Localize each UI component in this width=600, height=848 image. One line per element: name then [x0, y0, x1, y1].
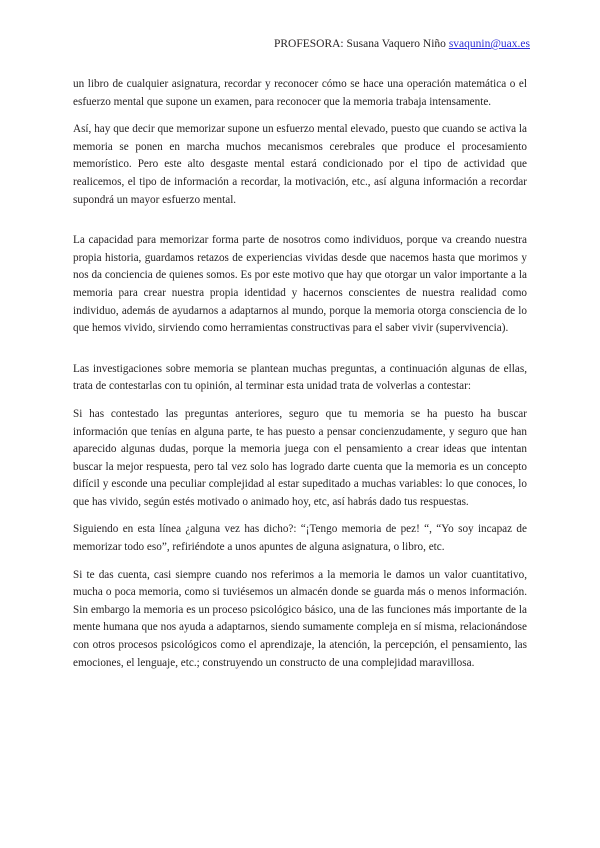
- header-email-link[interactable]: svaqunin@uax.es: [448, 38, 530, 50]
- paragraph: un libro de cualquier asignatura, recordar y reconocer cómo se hace una operación matemática o el esfuerzo mental que supone un examen, para reconocer que la memoria trabaja intensamente.: [73, 78, 527, 108]
- paragraph: Si te das cuenta, casi siempre cuando nos referimos a la memoria le damos un valor cuantitativo, mucha o poca memoria, como si tuviésemos un almacén donde se guarda más o menos información. Sin embargo la memoria es un proceso psicológico básico, una de las funciones más importante de la mente humana que nos ayuda a adaptarnos, siendo sumamente compleja en sí misma, relacionándose con otros procesos psicológicos como el aprendizaje, la atención, la percepción, el pensamiento, las emociones, el lenguaje, etc.; construyendo un constructo de una complejidad maravillosa.: [73, 568, 527, 669]
- header-professor-label: PROFESORA: Susana Vaquero Niño: [273, 38, 446, 50]
- paragraph: Las investigaciones sobre memoria se plantean muchas preguntas, a continuación algunas de ellas, trata de contestarlas con tu opinión, al terminar esta unidad trata de volverlas a contestar:: [73, 362, 527, 393]
- paragraph: Siguiendo en esta línea ¿alguna vez has dicho?: “¡Tengo memoria de pez! “, “Yo soy incapaz de memorizar todo eso”, refiriéndote a unos apuntes de alguna asignatura, o libro, etc.: [73, 523, 527, 554]
- paragraph: Así, hay que decir que memorizar supone un esfuerzo mental elevado, puesto que cuando se activa la memoria se ponen en marcha muchos mecanismos cerebrales que produce el procesamiento memorístico. Pero este alto desgaste mental estará condicionado por el tipo de actividad que realicemos, el tipo de información a recordar, la motivación, etc., así alguna información a recordar supondrá un mayor esfuerzo mental.: [73, 123, 527, 206]
- document-body: [73, 76, 527, 682]
- paragraph: Si has contestado las preguntas anteriores, seguro que tu memoria se ha puesto ha buscar información que tenías en alguna parte, te has puesto a pensar concienzudamente, y seguro que han aparecido algunas dudas, porque la memoria juega con el pensamiento a crear ideas que intentan buscar la mejor respuesta, pero tal vez solo has logrado darte cuenta que la memoria es un concepto difícil y esconde una peculiar complejidad al estar supeditado a muchas variables: lo que conoces, lo que has vivido, según estés motivado o animado hoy, etc, así habrás dado tus respuestas.: [73, 407, 527, 508]
- page-header: [274, 37, 530, 51]
- paragraph: La capacidad para memorizar forma parte de nosotros como individuos, porque va creando nuestra propia historia, guardamos retazos de experiencias vividas desde que nacemos hasta que morimos y nos da conciencia de quienes somos. Es por este motivo que hay que otorgar un valor importante a la memoria para crear nuestra propia identidad y hacernos conscientes de nuestra realidad como individuo, además de ayudarnos a adaptarnos al mundo, porque la memoria otorga consciencia de lo que hemos vivido, sirviendo como herramientas constructivas para el saber vivir (supervivencia).: [73, 234, 527, 335]
